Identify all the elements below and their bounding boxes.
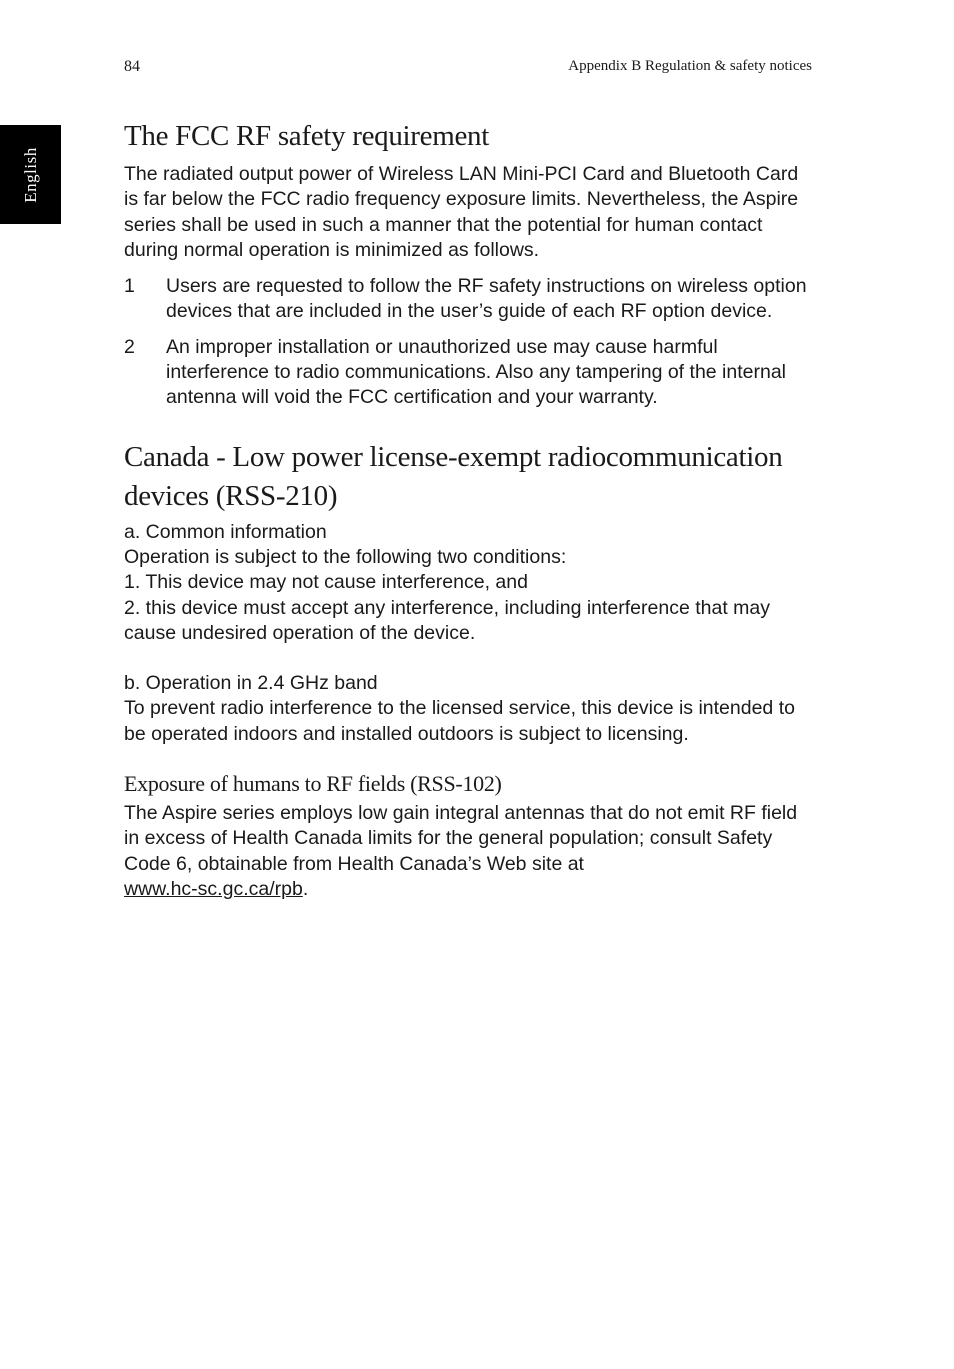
exposure-text [124,801,814,902]
page-content [124,116,814,902]
condition-2: 2. this device must accept any interference, including interference that may cause undesired operation of the device. [124,596,771,644]
exposure-body: The Aspire series employs low gain integral antennas that do not emit RF field in excess of Health Canada limits for the general population; consult Safety Code 6, obtainable from Health Canada’s Web site at [124,802,798,875]
list-item-number: 2 [124,335,135,358]
exposure-period: . [302,877,309,900]
list-item-text: An improper installation or unauthorized use may cause harmful interference to radio communications. Also any tampering of the internal antenna will void the FCC certification and your warranty. [166,335,787,409]
language-tab-label: English [20,146,40,203]
fcc-intro: The radiated output power of Wireless LAN Mini-PCI Card and Bluetooth Card is far below the FCC radio frequency exposure limits. Nevertheless, the Aspire series shall be used in such a manner that the potential for human contact during normal operation is minimized as follows. [124,163,799,261]
list-item-text: Users are requested to follow the RF safety instructions on wireless option devices that are included in the user’s guide of each RF option device. [166,275,807,323]
list-item [124,335,814,411]
band-text: To prevent radio interference to the licensed service, this device is intended to be operated indoors and installed outdoors is subject to licensing. [124,697,795,745]
health-canada-link[interactable]: www.hc-sc.gc.ca/rpb [124,877,303,900]
fcc-list [124,274,814,410]
spacer [124,646,814,671]
running-header: Appendix B Regulation & safety notices [568,58,812,74]
exposure-heading: Exposure of humans to RF fields (RSS-102) [124,771,502,797]
language-tab [0,125,61,224]
canada-heading: Canada - Low power license-exempt radiocommunication devices (RSS-210) [124,440,783,512]
page-number: 84 [124,58,140,75]
common-info-heading: a. Common information [124,520,327,543]
condition-1: 1. This device may not cause interference, and [124,571,528,594]
conditions-intro: Operation is subject to the following two conditions: [124,545,567,568]
band-heading: b. Operation in 2.4 GHz band [124,672,378,695]
fcc-heading: The FCC RF safety requirement [124,120,490,152]
list-item [124,274,814,325]
list-item-number: 1 [124,275,135,298]
